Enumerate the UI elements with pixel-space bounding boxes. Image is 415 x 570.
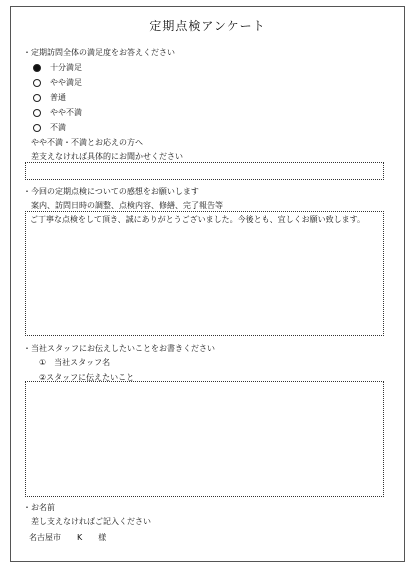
option-label: 不満 [50, 123, 66, 132]
option-label: 十分満足 [50, 63, 82, 72]
option-somewhat-satisfied[interactable] [33, 77, 82, 88]
impressions-answer-text: ご丁寧な点検をして頂き、誠にありがとうございました。今後とも、宜しくお願い致します。 [30, 215, 366, 224]
question-satisfaction: ・定期訪問全体の満足度をお答えください [23, 48, 175, 57]
staff-message-answer-text [26, 382, 383, 384]
staff-message-label: ②スタッフに伝えたいこと [39, 373, 135, 382]
impressions-answer-box[interactable] [25, 211, 384, 336]
option-neutral[interactable] [33, 92, 66, 103]
form-title: 定期点検アンケート [149, 19, 266, 33]
option-very-satisfied[interactable] [33, 62, 82, 73]
followup-prompt: 差支えなければ具体的にお聞かせください [31, 152, 183, 161]
dissatisfaction-answer-box[interactable] [25, 162, 384, 180]
option-label: 普通 [50, 93, 66, 102]
radio-icon[interactable] [33, 94, 41, 102]
option-label: やや不満 [50, 108, 82, 117]
option-somewhat-dissatisfied[interactable] [33, 107, 82, 118]
impressions-hint: 案内、訪問日時の調整、点検内容、修繕、完了報告等 [31, 201, 223, 210]
question-staff-message: ・当社スタッフにお伝えしたいことをお書きください [23, 344, 215, 353]
followup-note: やや不満・不満とお応えの方へ [31, 138, 143, 147]
radio-selected-icon[interactable] [33, 64, 41, 72]
question-name: ・お名前 [23, 503, 55, 512]
radio-icon[interactable] [33, 109, 41, 117]
staff-name-label: ① 当社スタッフ名 [39, 358, 111, 367]
name-answer[interactable]: 名古屋市 K 様 [29, 533, 107, 542]
radio-icon[interactable] [33, 124, 41, 132]
survey-form [10, 6, 405, 562]
radio-icon[interactable] [33, 79, 41, 87]
question-impressions: ・今回の定期点検についての感想をお願いします [23, 187, 199, 196]
name-hint: 差し支えなければご記入ください [31, 517, 151, 526]
staff-message-answer-box[interactable] [25, 381, 384, 497]
option-dissatisfied[interactable] [33, 122, 66, 133]
option-label: やや満足 [50, 78, 82, 87]
dissatisfaction-answer-text [26, 163, 383, 165]
